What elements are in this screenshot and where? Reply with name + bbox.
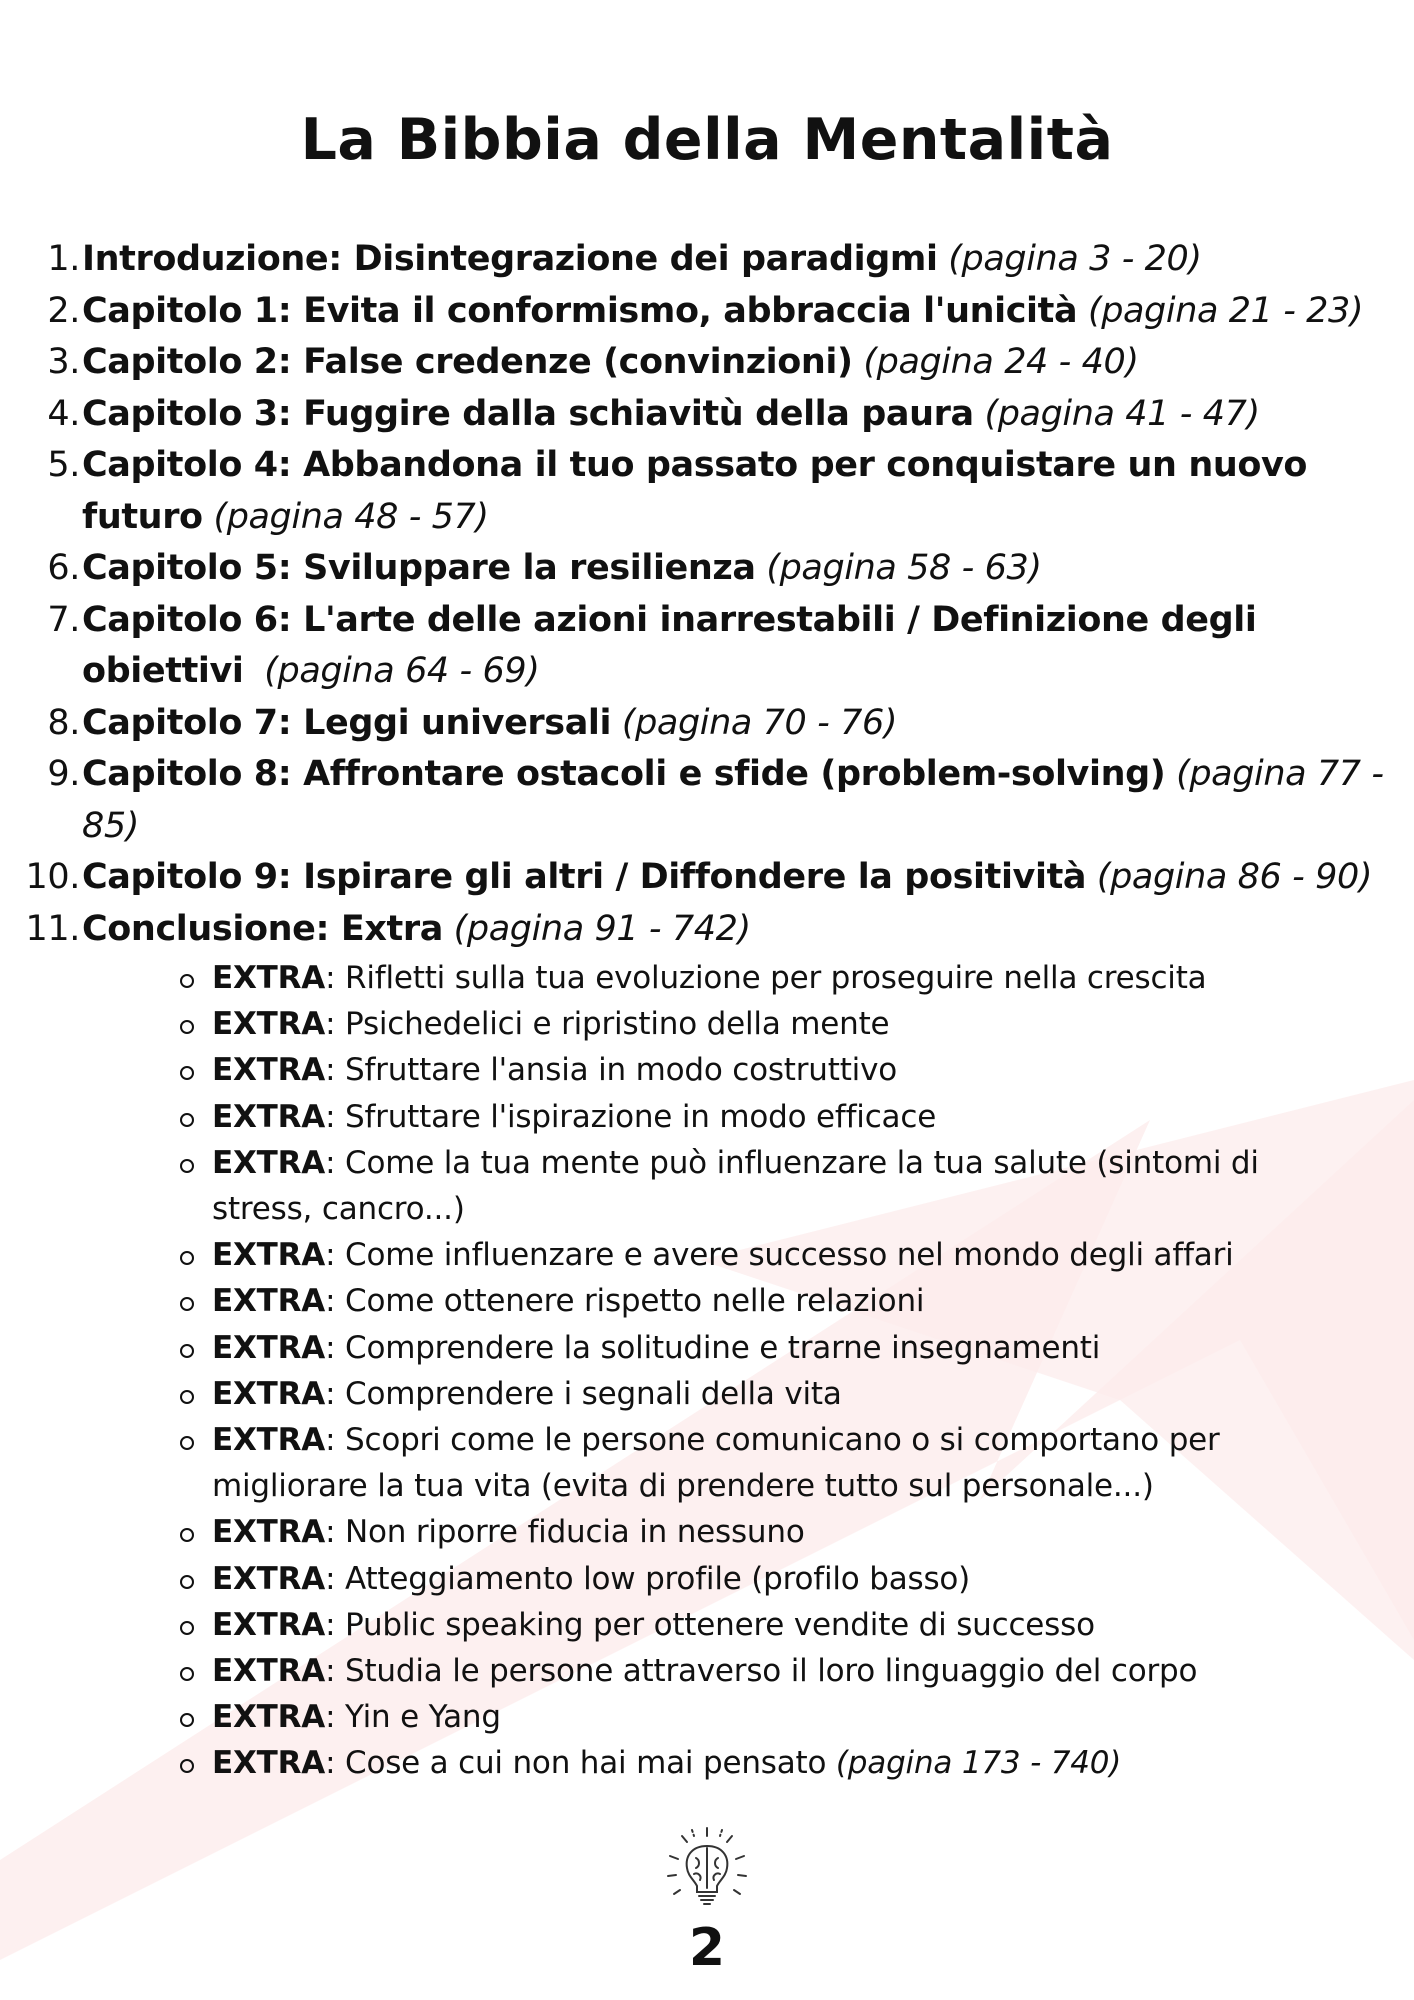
extra-text: : Atteggiamento low profile (profilo basso) [325, 1560, 971, 1597]
extra-label: EXTRA [212, 1052, 326, 1089]
extra-label: EXTRA [212, 1237, 326, 1274]
toc-chapter-title: Capitolo 9: Ispirare gli altri / Diffondere la positività [82, 857, 1087, 897]
extra-text: : Rifletti sulla tua evoluzione per proseguire nella crescita [325, 960, 1207, 996]
toc-chapter-title: Introduzione: Disintegrazione dei paradigmi [82, 239, 938, 279]
hollow-circle-bullet-icon [180, 1667, 194, 1681]
hollow-circle-bullet-icon [180, 1020, 194, 1034]
hollow-circle-bullet-icon [180, 1528, 194, 1542]
extras-list-item [130, 1232, 1394, 1278]
extra-label: EXTRA [212, 1560, 326, 1597]
extras-list-item [130, 1694, 1394, 1740]
hollow-circle-bullet-icon [180, 1390, 194, 1404]
extra-label: EXTRA [212, 1375, 326, 1412]
extras-list-item [130, 1740, 1394, 1786]
toc-item-number: 5. [47, 445, 80, 485]
toc-chapter-title: Capitolo 7: Leggi universali [82, 702, 612, 743]
toc-item [0, 234, 1414, 286]
extra-text: : Come la tua mente può influenzare la tua salute (sintomi di stress, cancro...) [212, 1144, 1259, 1228]
toc-page-range: (pagina 91 - 742) [453, 908, 751, 949]
toc-chapter-title: Capitolo 6: L'arte delle azioni inarrestabili / Definizione degli obiettivi [82, 599, 1257, 691]
extra-page-range: (pagina 173 - 740) [835, 1745, 1122, 1782]
toc-page-range: (pagina 24 - 40) [863, 342, 1139, 382]
extras-list-item [130, 1325, 1394, 1371]
toc-item-number: 1. [47, 239, 80, 279]
extras-list-item [130, 1602, 1394, 1648]
toc-item [0, 440, 1414, 543]
toc-page-range: (pagina 77 - 85) [82, 754, 1384, 846]
toc-chapter-title: Capitolo 4: Abbandona il tuo passato per conquistare un nuovo futuro [82, 445, 1308, 537]
toc-item-number: 8. [47, 702, 80, 743]
toc-item-number: 11. [25, 908, 80, 949]
extra-label: EXTRA [212, 1514, 326, 1551]
toc-chapter-title: Capitolo 8: Affrontare ostacoli e sfide (problem-solving) [82, 754, 1166, 794]
toc-item-number: 9. [47, 754, 80, 794]
hollow-circle-bullet-icon [180, 1713, 194, 1727]
toc-item [0, 595, 1414, 698]
extra-text: : Psichedelici e ripristino della mente [325, 1006, 890, 1043]
toc-item [0, 852, 1414, 904]
toc-page-range: (pagina 41 - 47) [984, 393, 1260, 434]
extras-list-item [130, 1047, 1394, 1093]
brain-lightbulb-icon [652, 1822, 762, 1922]
toc-item [0, 543, 1414, 595]
extra-label: EXTRA [212, 1699, 326, 1736]
hollow-circle-bullet-icon [180, 1575, 194, 1589]
hollow-circle-bullet-icon [180, 1436, 194, 1450]
toc-item-number: 2. [47, 290, 80, 331]
hollow-circle-bullet-icon [180, 1251, 194, 1265]
toc-item-number: 4. [47, 393, 80, 434]
hollow-circle-bullet-icon [180, 1113, 194, 1127]
toc-item-number: 10. [25, 857, 80, 897]
toc-chapter-title: Conclusione: Extra [82, 908, 443, 949]
toc-item [0, 286, 1414, 338]
extras-list-item [130, 1509, 1394, 1555]
extra-label: EXTRA [212, 1422, 326, 1459]
extras-list-item [130, 1417, 1394, 1509]
toc-item-number: 7. [47, 599, 80, 640]
extra-label: EXTRA [212, 1329, 326, 1366]
extra-text: : Cose a cui non hai mai pensato [325, 1745, 827, 1782]
toc-item-number: 3. [47, 342, 80, 382]
toc-page-range: (pagina 21 - 23) [1087, 290, 1364, 331]
extra-text: : Public speaking per ottenere vendite di successo [325, 1606, 1095, 1643]
hollow-circle-bullet-icon [180, 1066, 194, 1080]
extra-text: : Come ottenere rispetto nelle relazioni [325, 1283, 925, 1320]
extras-list [82, 955, 1394, 1787]
extras-list-item [130, 1140, 1394, 1232]
toc-page-range: (pagina 58 - 63) [766, 548, 1042, 588]
extras-list-item [130, 1556, 1394, 1602]
toc-item-number: 6. [47, 548, 80, 588]
extras-list-item [130, 1001, 1394, 1047]
table-of-contents [0, 234, 1414, 1787]
toc-item [0, 904, 1414, 1787]
toc-page-range: (pagina 70 - 76) [621, 702, 898, 743]
extra-text: : Sfruttare l'ansia in modo costruttivo [325, 1052, 897, 1089]
hollow-circle-bullet-icon [180, 1621, 194, 1635]
extra-text: : Scopri come le persone comunicano o si comportano per migliorare la tua vita (evita di prendere tutto sul personale...) [212, 1422, 1220, 1505]
extra-label: EXTRA [212, 1653, 326, 1690]
extras-list-item [130, 1371, 1394, 1417]
toc-chapter-title: Capitolo 3: Fuggire dalla schiavitù della paura [82, 393, 974, 434]
extra-label: EXTRA [212, 1006, 326, 1043]
extra-label: EXTRA [212, 960, 326, 996]
extra-text: : Yin e Yang [325, 1699, 501, 1736]
extra-text: : Come influenzare e avere successo nel mondo degli affari [325, 1237, 1234, 1274]
extra-label: EXTRA [212, 1283, 326, 1320]
extra-text: : Studia le persone attraverso il loro linguaggio del corpo [325, 1653, 1198, 1690]
hollow-circle-bullet-icon [180, 1759, 194, 1773]
hollow-circle-bullet-icon [180, 1297, 194, 1311]
toc-page-range: (pagina 48 - 57) [213, 496, 489, 537]
toc-page-range: (pagina 3 - 20) [948, 239, 1202, 279]
extra-text: : Non riporre fiducia in nessuno [325, 1514, 805, 1551]
extras-list-item [130, 1648, 1394, 1694]
toc-item [0, 698, 1414, 750]
toc-item [0, 389, 1414, 441]
hollow-circle-bullet-icon [180, 974, 194, 988]
extra-text: : Sfruttare l'ispirazione in modo efficace [325, 1098, 937, 1135]
extra-label: EXTRA [212, 1098, 326, 1135]
toc-chapter-title: Capitolo 2: False credenze (convinzioni) [82, 342, 853, 382]
extras-list-item [130, 1094, 1394, 1140]
extras-list-item [130, 1278, 1394, 1324]
extra-label: EXTRA [212, 1606, 326, 1643]
extra-label: EXTRA [212, 1745, 326, 1782]
extra-label: EXTRA [212, 1144, 326, 1181]
extra-text: : Comprendere i segnali della vita [325, 1375, 842, 1412]
toc-page-range: (pagina 64 - 69) [264, 651, 540, 691]
toc-chapter-title: Capitolo 5: Sviluppare la resilienza [82, 548, 756, 588]
hollow-circle-bullet-icon [180, 1344, 194, 1358]
page-number: 2 [688, 1918, 726, 1978]
extra-text: : Comprendere la solitudine e trarne insegnamenti [325, 1329, 1101, 1366]
toc-item [0, 749, 1414, 852]
page-title: La Bibbia della Mentalità [300, 107, 1114, 173]
toc-item [0, 337, 1414, 389]
toc-page-range: (pagina 86 - 90) [1096, 857, 1373, 897]
extras-list-item [130, 955, 1394, 1001]
toc-chapter-title: Capitolo 1: Evita il conformismo, abbraccia l'unicità [82, 290, 1078, 331]
hollow-circle-bullet-icon [180, 1159, 194, 1173]
